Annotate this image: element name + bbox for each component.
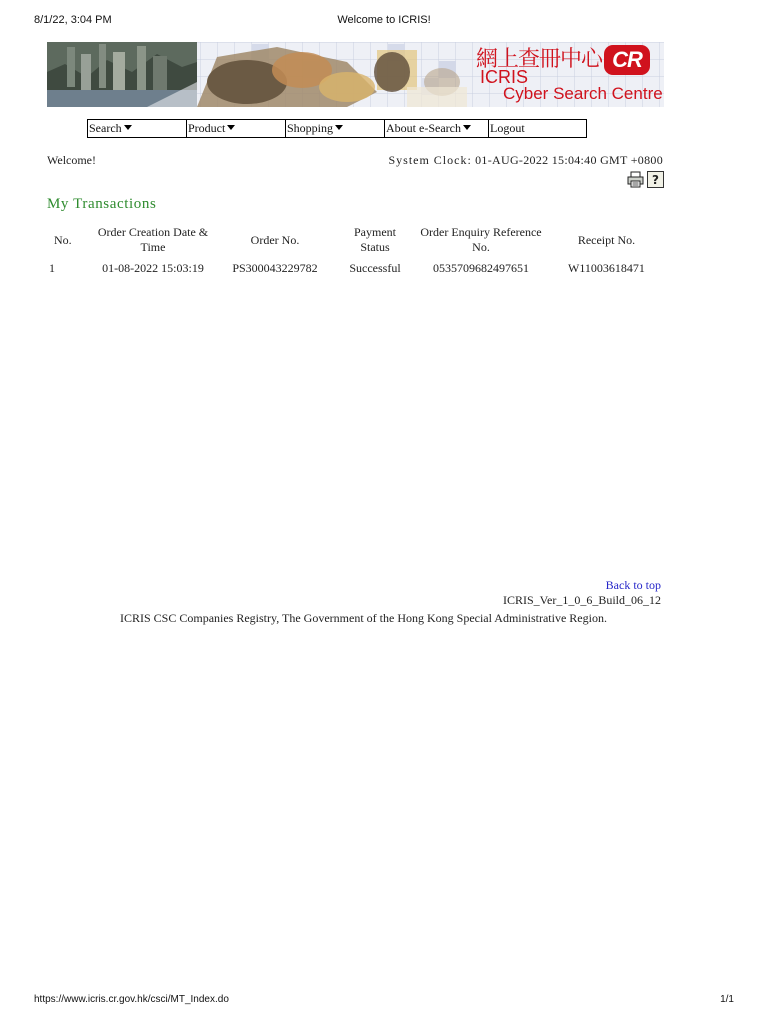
system-clock-value: 01-AUG-2022 15:04:40 GMT +0800 xyxy=(475,153,663,167)
print-datetime: 8/1/22, 3:04 PM xyxy=(34,14,112,26)
cell-order-creation: 01-08-2022 15:03:19 xyxy=(102,261,204,275)
print-page-title: Welcome to ICRIS! xyxy=(337,14,431,26)
transactions-table xyxy=(45,222,665,279)
cr-logo xyxy=(604,45,650,75)
help-icon[interactable] xyxy=(647,171,664,188)
banner-chinese-title: 網上查冊中心 xyxy=(475,47,602,72)
cell-payment-status: Successful xyxy=(349,261,401,275)
nav-search[interactable] xyxy=(88,120,187,137)
welcome-text: Welcome! xyxy=(47,153,97,167)
banner-subtitle: Cyber Search Centre xyxy=(503,84,663,103)
col-header-enquiry-ref: Order Enquiry Reference No. xyxy=(420,225,542,254)
col-header-receipt-no: Receipt No. xyxy=(577,232,636,247)
caret-down-icon xyxy=(227,125,235,130)
print-page-number: 1/1 xyxy=(720,994,734,1005)
footer-note: ICRIS CSC Companies Registry, The Government of the Hong Kong Special Administrative Region. xyxy=(120,611,607,625)
help-icon-glyph: ? xyxy=(652,172,659,187)
nav-about-e-search[interactable] xyxy=(385,120,489,137)
col-header-order-no: Order No. xyxy=(250,232,300,247)
nav-logout-label: Logout xyxy=(490,121,525,135)
page-tools xyxy=(627,171,664,188)
version-text: ICRIS_Ver_1_0_6_Build_06_12 xyxy=(502,593,661,607)
nav-about-label: About e-Search xyxy=(386,121,461,135)
caret-down-icon xyxy=(463,125,471,130)
col-header-no: No. xyxy=(54,232,72,247)
caret-down-icon xyxy=(124,125,132,130)
cell-receipt-no: W11003618471 xyxy=(568,261,645,275)
cell-order-no: PS300043229782 xyxy=(232,261,318,275)
nav-shopping[interactable] xyxy=(286,120,385,137)
page-title: My Transactions xyxy=(47,196,157,212)
print-footer xyxy=(34,994,734,1008)
col-header-payment-status: Payment Status xyxy=(354,225,396,254)
nav-product-label: Product xyxy=(188,121,226,135)
printer-icon[interactable] xyxy=(627,171,644,188)
cell-enquiry-ref: 0535709682497651 xyxy=(433,261,529,275)
nav-search-label: Search xyxy=(89,121,122,135)
print-header xyxy=(34,14,734,30)
main-nav xyxy=(87,119,587,138)
banner-brand: ICRIS xyxy=(480,67,529,87)
system-clock-label: System Clock: xyxy=(388,153,472,167)
nav-logout[interactable] xyxy=(489,120,586,137)
back-to-top-link[interactable]: Back to top xyxy=(605,578,661,592)
table-row xyxy=(45,258,665,279)
print-url: https://www.icris.cr.gov.hk/csci/MT_Index.do xyxy=(34,994,229,1005)
caret-down-icon xyxy=(335,125,343,130)
nav-shopping-label: Shopping xyxy=(287,121,334,135)
system-clock xyxy=(388,153,663,168)
header-banner xyxy=(47,42,664,107)
nav-product[interactable] xyxy=(187,120,286,137)
cr-logo-text: CR xyxy=(612,47,642,72)
col-header-order-creation: Order Creation Date & Time xyxy=(97,225,209,254)
cell-no: 1 xyxy=(49,261,55,275)
table-header-row xyxy=(45,222,665,258)
